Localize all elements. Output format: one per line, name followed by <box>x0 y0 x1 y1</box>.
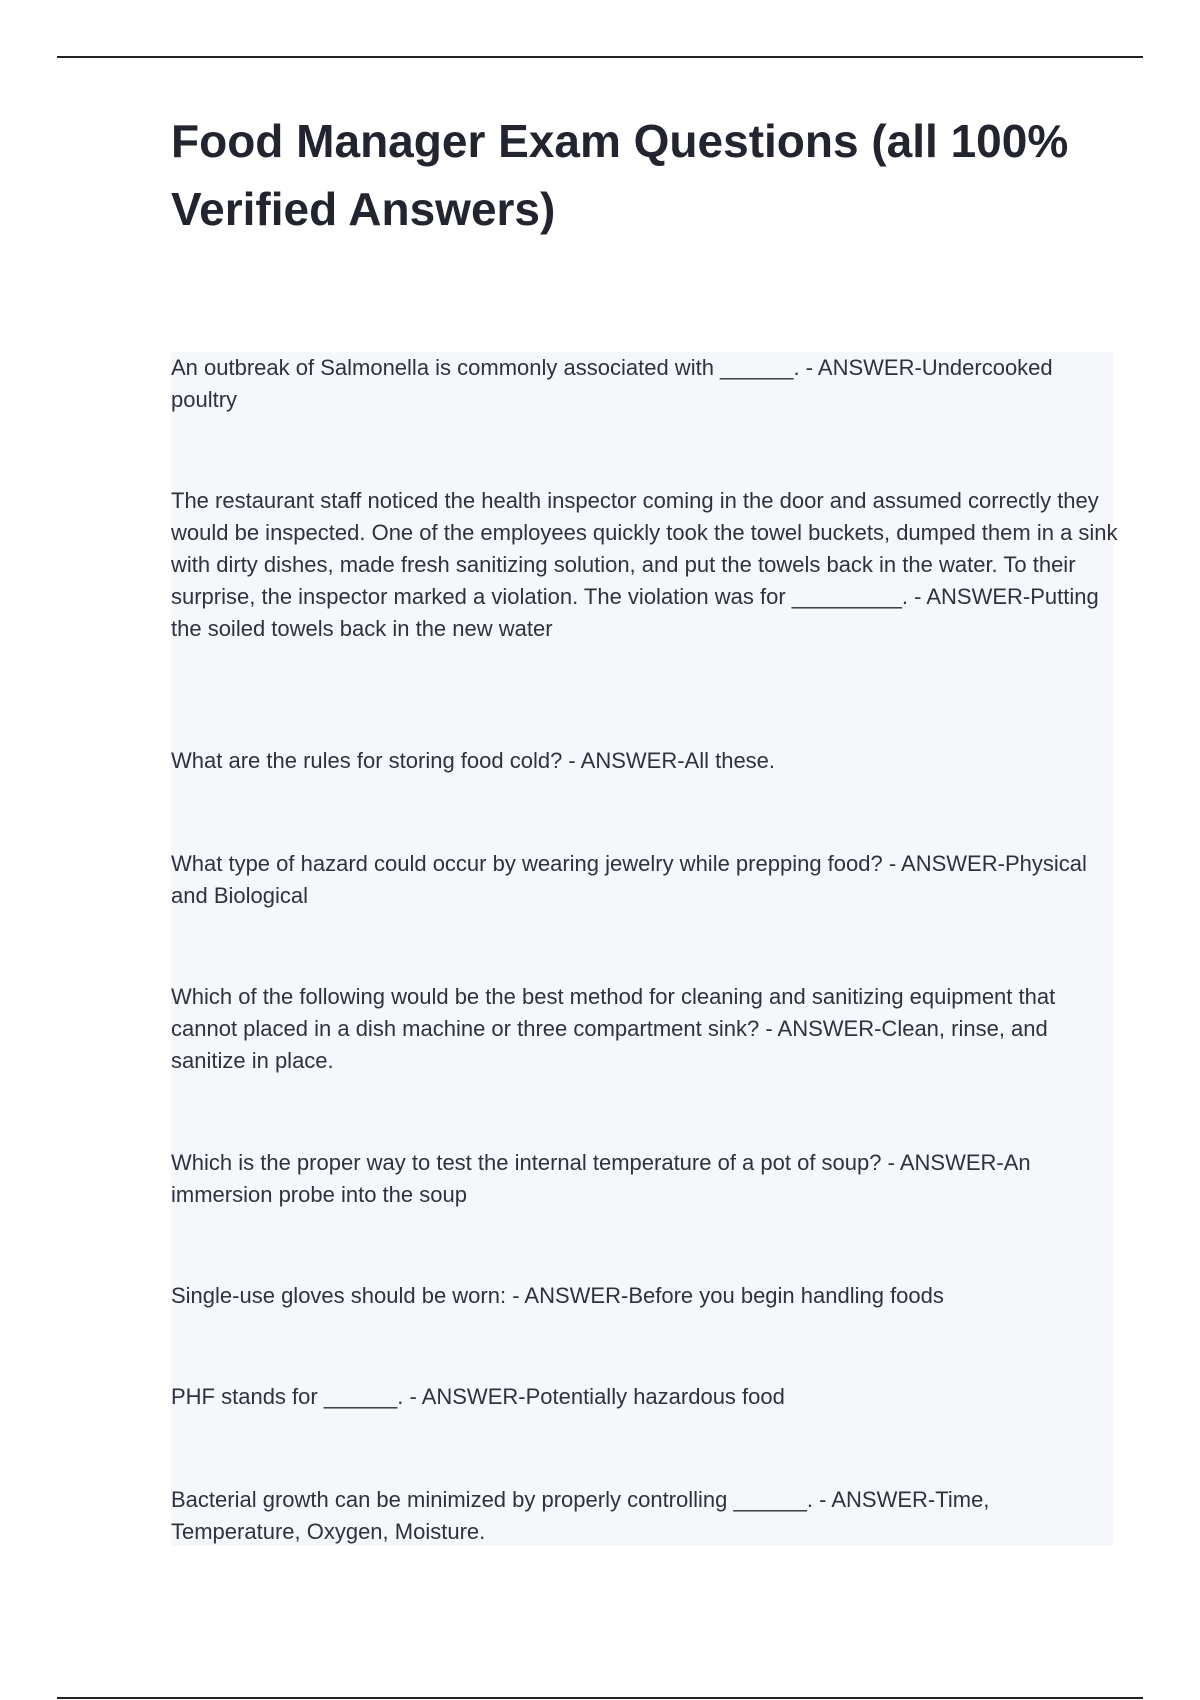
top-divider <box>57 56 1143 58</box>
qa-item-4: What type of hazard could occur by wearing jewelry while prepping food? - ANSWER-Physical and Biological <box>171 851 1087 908</box>
qa-item-8: PHF stands for ______. - ANSWER-Potentially hazardous food <box>171 1384 785 1409</box>
qa-item-1: An outbreak of Salmonella is commonly associated with ______. - ANSWER-Undercooked poultry <box>171 355 1053 412</box>
bottom-divider <box>57 1697 1143 1699</box>
qa-item-7: Single-use gloves should be worn: - ANSWER-Before you begin handling foods <box>171 1283 944 1308</box>
qa-item-3: What are the rules for storing food cold? - ANSWER-All these. <box>171 748 776 773</box>
qa-item-9: Bacterial growth can be minimized by properly controlling ______. - ANSWER-Time, Temperature, Oxygen, Moisture. <box>171 1487 990 1544</box>
qa-item-5: Which of the following would be the best method for cleaning and sanitizing equipment that cannot placed in a dish machine or three compartment sink? - ANSWER-Clean, rinse, and sanitize in place. <box>171 984 1056 1073</box>
document-title: Food Manager Exam Questions (all 100% Verified Answers) <box>171 115 1069 235</box>
qa-item-6: Which is the proper way to test the internal temperature of a pot of soup? - ANSWER-An immersion probe into the soup <box>171 1150 1031 1207</box>
qa-item-2: The restaurant staff noticed the health inspector coming in the door and assumed correctly they would be inspected. One of the employees quickly took the towel buckets, dumped them in a sink with dirty dishes, made fresh sanitizing solution, and put the towels back in the water. To their surprise, the inspector marked a violation. The violation was for _________. - ANSWER-Putting the soiled towels back in the new water <box>171 488 1118 641</box>
